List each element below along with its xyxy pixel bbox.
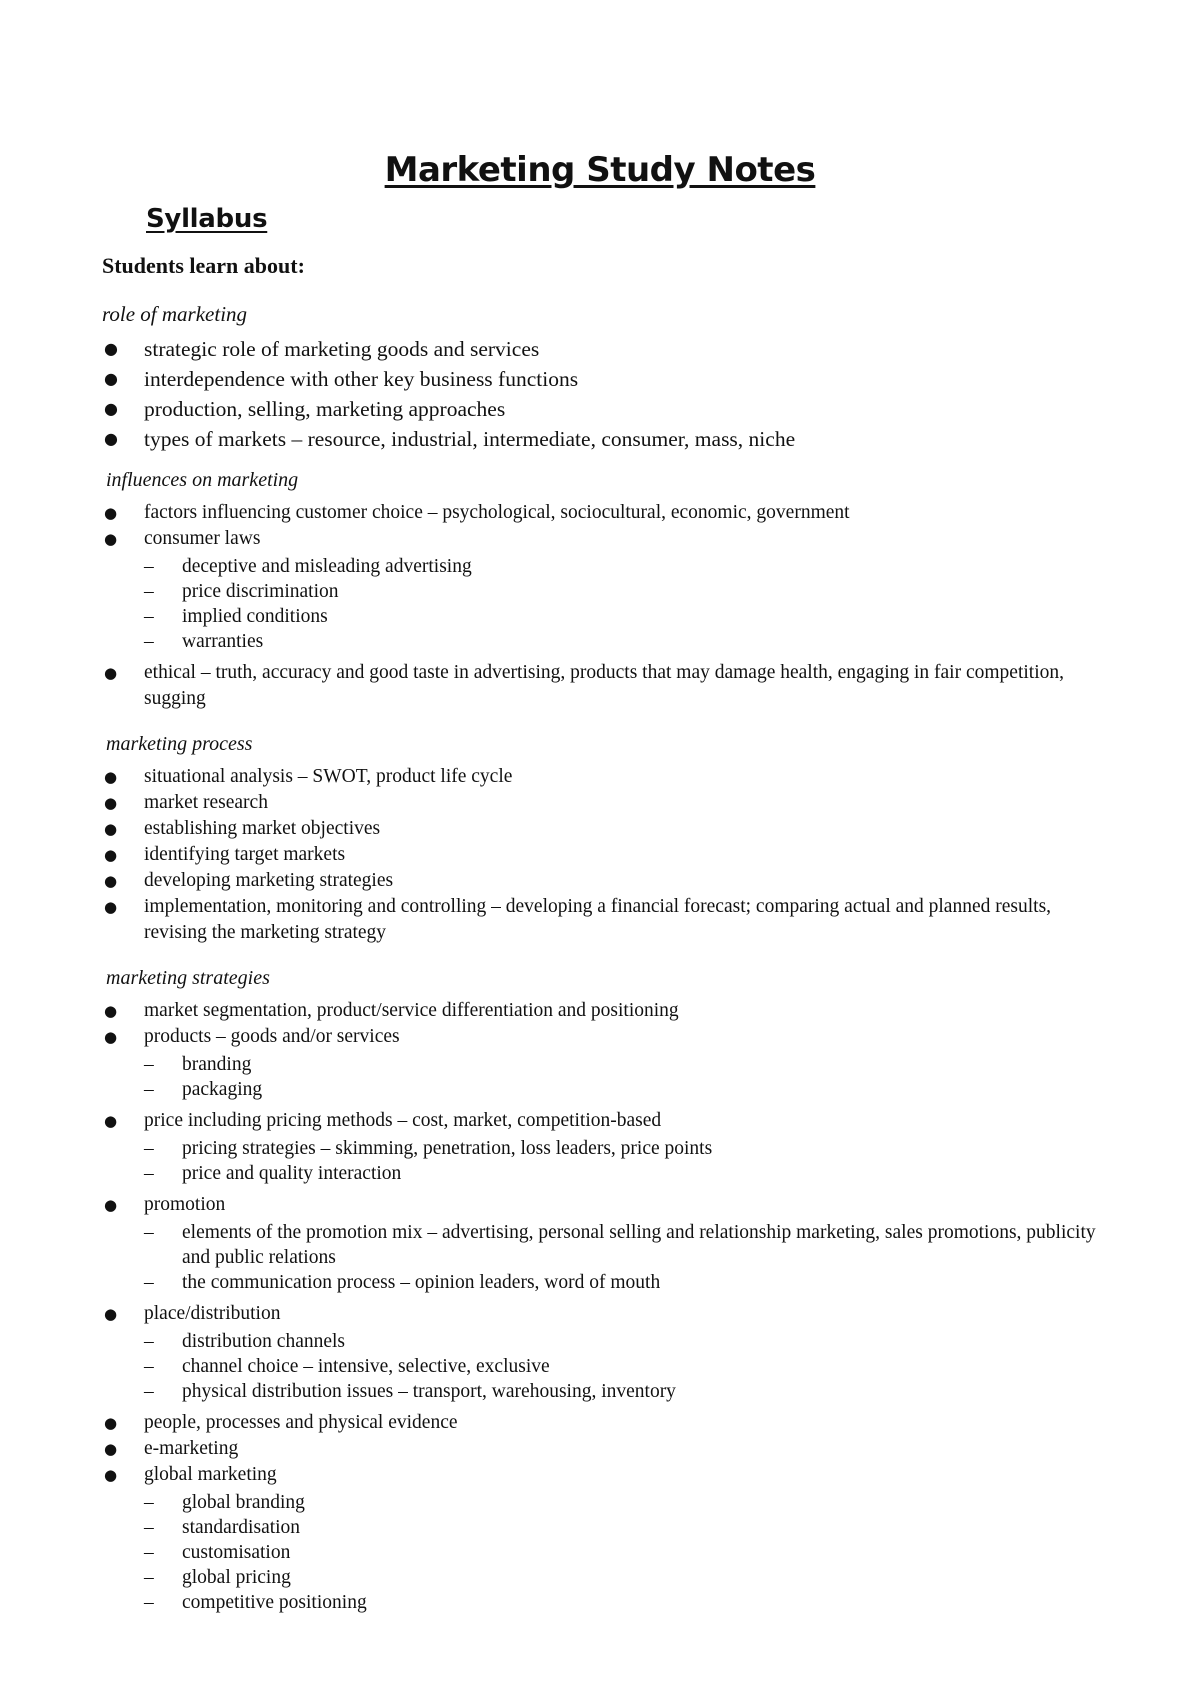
sub-list-item-text: packaging (182, 1079, 263, 1100)
list-item (102, 894, 1102, 946)
sub-list-item-text: standardisation (182, 1517, 301, 1538)
sub-list-item (144, 1329, 1102, 1354)
section-heading: marketing strategies (106, 967, 270, 989)
sub-list-item-text: implied conditions (182, 606, 328, 627)
bullet-icon: ● (104, 1305, 118, 1323)
dash-list (144, 1136, 1102, 1186)
sub-list-item (144, 554, 1102, 579)
list-item-text: place/distribution (144, 1303, 281, 1324)
list-item (102, 500, 1102, 526)
sub-list-container (102, 1220, 1102, 1295)
list-item-text: promotion (144, 1194, 226, 1215)
sub-list-item-text: physical distribution issues – transport, warehousing, inventory (182, 1381, 676, 1402)
list-item-text: factors influencing customer choice – psychological, sociocultural, economic, government (144, 502, 850, 523)
bullet-list (102, 500, 1102, 712)
bullet-icon: ● (104, 768, 118, 786)
bullet-icon: ● (104, 898, 118, 916)
bullet-icon: ● (104, 1002, 118, 1020)
dash-list (144, 1052, 1102, 1102)
syllabus-section (102, 730, 1102, 946)
dash-icon: – (144, 1356, 154, 1377)
sub-list-item-text: global pricing (182, 1567, 291, 1588)
list-item (102, 764, 1102, 790)
list-item-text: market segmentation, product/service differentiation and positioning (144, 1000, 679, 1021)
sub-list-item (144, 604, 1102, 629)
sub-list-item-text: deceptive and misleading advertising (182, 556, 472, 577)
sub-list-item (144, 629, 1102, 654)
dash-icon: – (144, 1163, 154, 1184)
sub-list-item (144, 1136, 1102, 1161)
bullet-icon: ● (104, 504, 118, 522)
sub-list-item-text: branding (182, 1054, 252, 1075)
list-item (102, 334, 1102, 364)
sub-list-item-text: pricing strategies – skimming, penetration, loss leaders, price points (182, 1138, 713, 1159)
bullet-icon: ● (104, 530, 118, 548)
bullet-icon: ● (104, 1414, 118, 1432)
sub-list-item (144, 1220, 1102, 1270)
sub-list-item (144, 1077, 1102, 1102)
list-item-text: global marketing (144, 1464, 277, 1485)
list-item (102, 1192, 1102, 1218)
dash-icon: – (144, 1222, 154, 1243)
dash-icon: – (144, 1054, 154, 1075)
list-item (102, 1108, 1102, 1134)
list-item-text: products – goods and/or services (144, 1026, 400, 1047)
bullet-icon: ● (104, 399, 118, 418)
list-item (102, 816, 1102, 842)
sub-list-item-text: customisation (182, 1542, 291, 1563)
sub-list-item-text: elements of the promotion mix – advertising, personal selling and relationship marketing, sales promotions, publicity and public relations (182, 1222, 1096, 1268)
list-item (102, 1410, 1102, 1436)
sub-list-container (102, 1329, 1102, 1404)
section-heading: marketing process (106, 733, 253, 755)
dash-icon: – (144, 581, 154, 602)
dash-icon: – (144, 606, 154, 627)
bullet-icon: ● (104, 1440, 118, 1458)
sub-list-item-text: the communication process – opinion leaders, word of mouth (182, 1272, 661, 1293)
list-item (102, 868, 1102, 894)
list-item (102, 790, 1102, 816)
sub-list-item (144, 1052, 1102, 1077)
sub-list-item-text: price and quality interaction (182, 1163, 402, 1184)
bullet-icon: ● (104, 664, 118, 682)
list-item-text: situational analysis – SWOT, product life cycle (144, 766, 513, 787)
dash-icon: – (144, 1272, 154, 1293)
list-item (102, 424, 1102, 454)
sub-list-item-text: distribution channels (182, 1331, 346, 1352)
list-item-text: establishing market objectives (144, 818, 381, 839)
dash-icon: – (144, 631, 154, 652)
dash-icon: – (144, 1492, 154, 1513)
list-item-text: types of markets – resource, industrial, intermediate, consumer, mass, niche (144, 427, 796, 451)
sub-list-item (144, 1515, 1102, 1540)
dash-icon: – (144, 1079, 154, 1100)
sub-list-container (102, 554, 1102, 654)
list-item (102, 1436, 1102, 1462)
sub-list-item-text: competitive positioning (182, 1592, 367, 1613)
list-item-text: market research (144, 792, 268, 813)
dash-list (144, 1329, 1102, 1404)
sub-list-item (144, 1354, 1102, 1379)
list-item-text: price including pricing methods – cost, market, competition-based (144, 1110, 662, 1131)
sub-list-item (144, 1590, 1102, 1615)
list-item-text: e-marketing (144, 1438, 239, 1459)
list-item-text: interdependence with other key business functions (144, 367, 579, 391)
dash-icon: – (144, 1542, 154, 1563)
syllabus-section (102, 964, 1102, 1615)
section-heading: influences on marketing (106, 469, 299, 491)
sub-list-item (144, 1540, 1102, 1565)
list-item-text: people, processes and physical evidence (144, 1412, 458, 1433)
list-item-text: strategic role of marketing goods and services (144, 337, 540, 361)
dash-list (144, 1490, 1102, 1615)
bullet-icon: ● (104, 1112, 118, 1130)
dash-icon: – (144, 1567, 154, 1588)
dash-icon: – (144, 1381, 154, 1402)
list-item-text: ethical – truth, accuracy and good taste in advertising, products that may damage health, engaging in fair competition, sugging (144, 662, 1064, 709)
page-title: Marketing Study Notes (384, 150, 816, 190)
bullet-icon: ● (104, 872, 118, 890)
list-item (102, 526, 1102, 552)
bullet-icon: ● (104, 1196, 118, 1214)
bullet-list (102, 764, 1102, 946)
bullet-icon: ● (104, 794, 118, 812)
bullet-icon: ● (104, 846, 118, 864)
syllabus-section (102, 466, 1102, 712)
dash-list (144, 1220, 1102, 1295)
sub-list-item (144, 1161, 1102, 1186)
page-subtitle: Syllabus (146, 204, 268, 234)
bullet-icon: ● (104, 1466, 118, 1484)
bullet-icon: ● (104, 339, 118, 358)
list-item-text: production, selling, marketing approaches (144, 397, 506, 421)
sub-list-item (144, 1270, 1102, 1295)
sub-list-container (102, 1052, 1102, 1102)
list-item (102, 998, 1102, 1024)
list-item (102, 1462, 1102, 1488)
list-item (102, 1301, 1102, 1327)
sub-list-item-text: channel choice – intensive, selective, exclusive (182, 1356, 550, 1377)
list-item (102, 394, 1102, 424)
bullet-icon: ● (104, 1028, 118, 1046)
dash-icon: – (144, 1138, 154, 1159)
dash-icon: – (144, 1592, 154, 1613)
list-item-text: developing marketing strategies (144, 870, 394, 891)
sub-list-item-text: global branding (182, 1492, 305, 1513)
bullet-icon: ● (104, 429, 118, 448)
list-item-text: implementation, monitoring and controlling – developing a financial forecast; comparing actual and planned results, revising the marketing strategy (144, 896, 1052, 943)
dash-icon: – (144, 556, 154, 577)
intro-heading: Students learn about: (102, 253, 305, 278)
sub-list-item (144, 1490, 1102, 1515)
bullet-list (102, 998, 1102, 1615)
list-item (102, 1024, 1102, 1050)
sub-list-item-text: price discrimination (182, 581, 339, 602)
bullet-icon: ● (104, 369, 118, 388)
list-item-text: consumer laws (144, 528, 261, 549)
sub-list-item (144, 1379, 1102, 1404)
syllabus-section (102, 300, 1102, 454)
sub-list-item-text: warranties (182, 631, 264, 652)
sub-list-container (102, 1490, 1102, 1615)
dash-icon: – (144, 1517, 154, 1538)
sub-list-item (144, 1565, 1102, 1590)
sub-list-item (144, 579, 1102, 604)
dash-list (144, 554, 1102, 654)
list-item-text: identifying target markets (144, 844, 346, 865)
bullet-icon: ● (104, 820, 118, 838)
list-item (102, 842, 1102, 868)
list-item (102, 364, 1102, 394)
syllabus-content (102, 300, 1102, 1621)
section-heading: role of marketing (102, 302, 248, 326)
sub-list-container (102, 1136, 1102, 1186)
list-item (102, 660, 1102, 712)
bullet-list (102, 334, 1102, 454)
dash-icon: – (144, 1331, 154, 1352)
